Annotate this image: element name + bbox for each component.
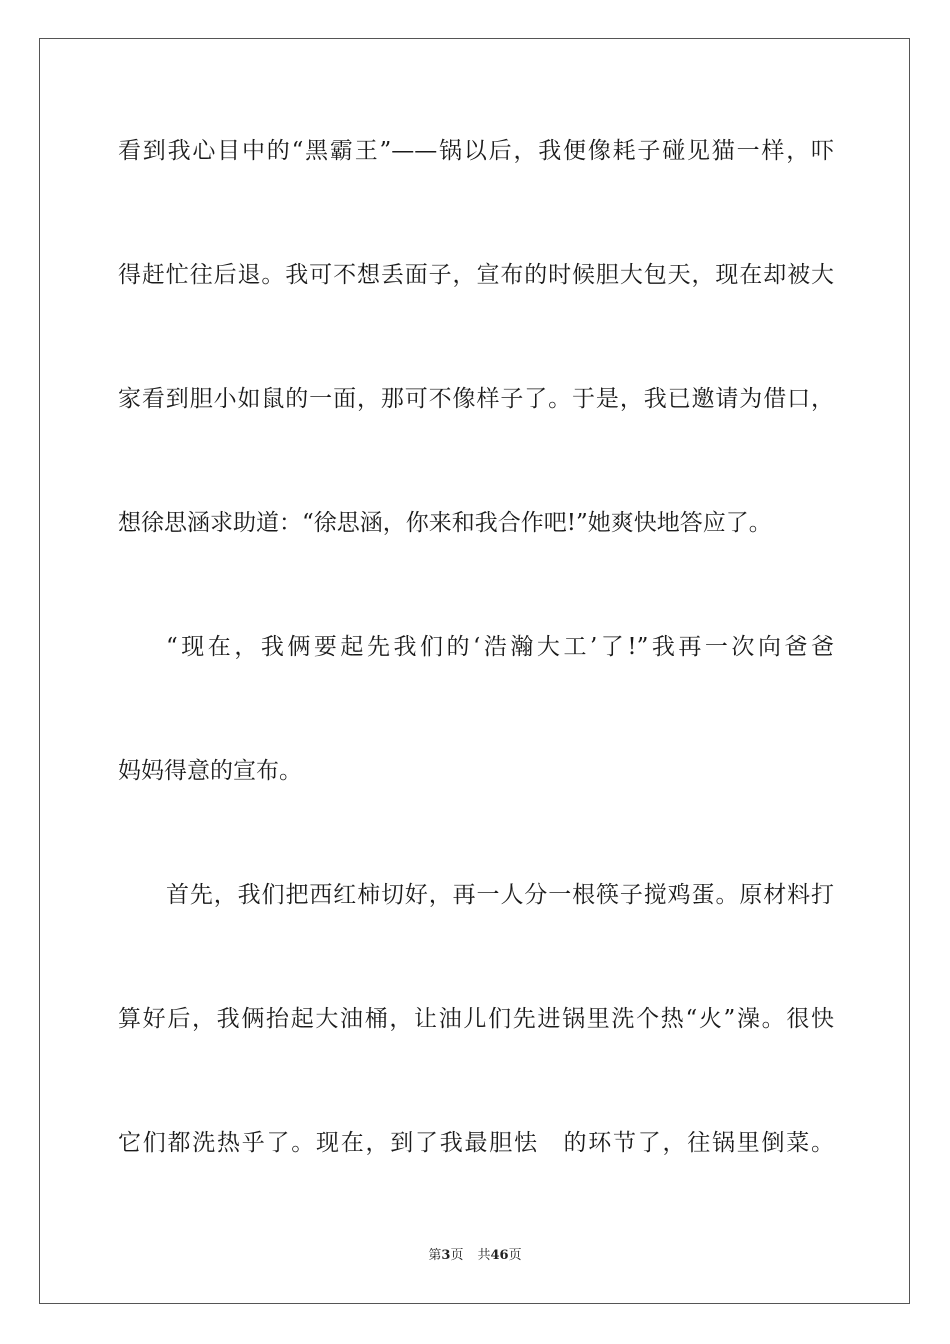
text-line: 想徐思涵求助道：“徐思涵，你来和我合作吧!”她爽快地答应了。: [118, 510, 772, 536]
text-line: 家看到胆小如鼠的一面，那可不像样子了。于是，我已邀请为借口，: [118, 386, 834, 412]
page-prefix: 第: [428, 1248, 442, 1263]
text-line: 得赶忙往后退。我可不想丢面子，宣布的时候胆大包天，现在却被大: [118, 262, 834, 288]
text-line: 它们都洗热乎了。现在，到了我最胆怯 的环节了，往锅里倒菜。: [118, 1130, 834, 1156]
page-suffix: 页: [450, 1248, 464, 1263]
text-line: 看到我心目中的“黑霸王”——锅以后，我便像耗子碰见猫一样，吓: [118, 138, 834, 164]
text-line: 算好后，我俩抬起大油桶，让油儿们先进锅里洗个热“火”澡。很快: [118, 1006, 834, 1032]
text-line: 妈妈得意的宣布。: [118, 758, 302, 784]
page-footer: [0, 1247, 950, 1265]
paragraph-first-line: 首先，我们把西红柿切好，再一人分一根筷子搅鸡蛋。原材料打: [166, 882, 834, 908]
total-pages: 46: [490, 1248, 509, 1263]
page-number: 3: [441, 1248, 451, 1263]
total-suffix: 页: [508, 1248, 522, 1263]
page-border: [39, 38, 910, 1304]
total-prefix: 共: [477, 1248, 491, 1263]
paragraph-first-line: “现在，我俩要起先我们的‘浩瀚大工’了!”我再一次向爸爸: [166, 634, 834, 660]
